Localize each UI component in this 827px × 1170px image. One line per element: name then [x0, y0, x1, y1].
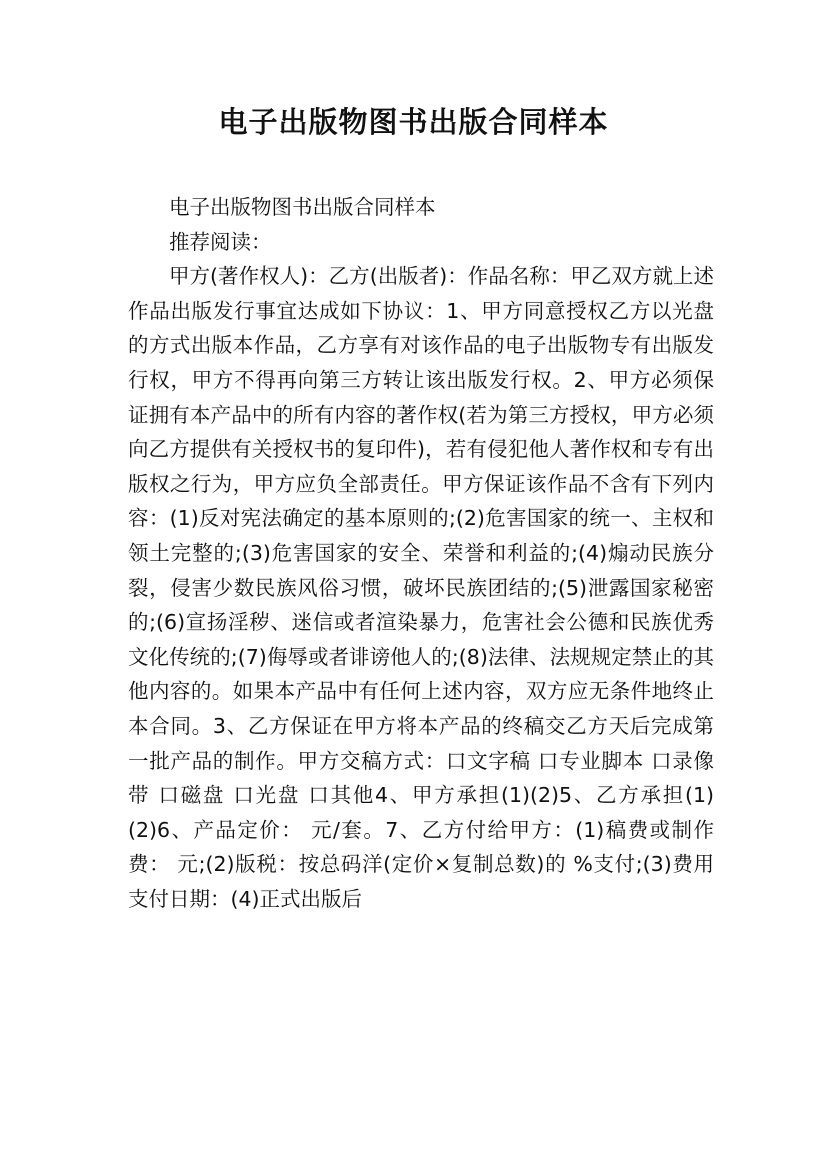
subtitle-paragraph: 电子出版物图书出版合同样本 — [169, 195, 436, 219]
recommend-reading-label: 推荐阅读： — [169, 229, 272, 254]
document-title: 电子出版物图书出版合同样本 — [218, 105, 609, 139]
document-body — [128, 190, 714, 916]
contract-body-paragraph: 甲方(著作权人)：乙方(出版者)：作品名称：甲乙双方就上述作品出版发行事宜达成如下协议：1、甲方同意授权乙方以光盘的方式出版本作品，乙方享有对该作品的电子出版物专有出版发行权，甲方不得再向第三方转让该出版发行权。2、甲方必须保证拥有本产品中的所有内容的著作权(若为第三方授权，甲方必须向乙方提供有关授权书的复印件)，若有侵犯他人著作权和专有出版权之行为，甲方应负全部责任。甲方保证该作品不含有下列内容：(1)反对宪法确定的基本原则的;(2)危害国家的统一、主权和领土完整的;(3)危害国家的安全、荣誉和利益的;(4)煽动民族分裂，侵害少数民族风俗习惯，破坏民族团结的;(5)泄露国家秘密的;(6)宣扬淫秽、迷信或者渲染暴力，危害社会公德和民族优秀文化传统的;(7)侮辱或者诽谤他人的;(8)法律、法规规定禁止的其他内容的。如果本产品中有任何上述内容，双方应无条件地终止本合同。3、乙方保证在甲方将本产品的终稿交乙方天后完成第一批产品的制作。甲方交稿方式：口文字稿 口专业脚本 口录像带 口磁盘 口光盘 口其他4、甲方承担(1)(2)5、乙方承担(1)(2)6、产品定价： 元/套。7、乙方付给甲方：(1)稿费或制作费： 元;(2)版税：按总码洋(定价×复制总数)的 %支付;(3)费用支付日期：(4)正式出版后 — [128, 264, 714, 911]
